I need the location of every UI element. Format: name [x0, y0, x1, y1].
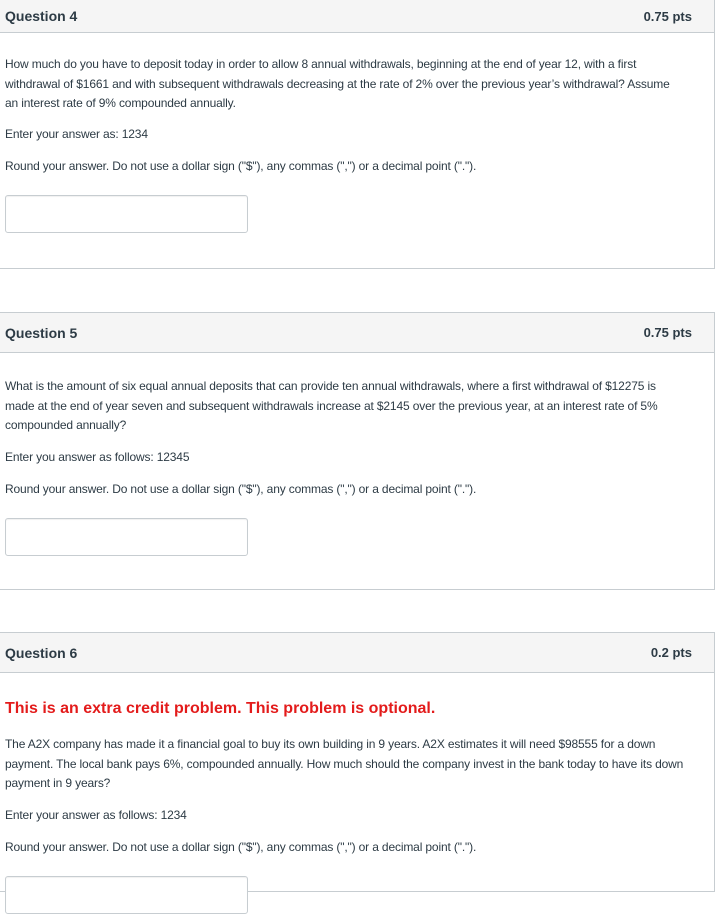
question-4-answer-input[interactable] [5, 195, 248, 233]
question-6-card [0, 632, 715, 892]
question-6-points: 0.2 pts [650, 645, 692, 660]
question-6-extra-credit-notice: This is an extra credit problem. This problem is optional. [5, 700, 436, 717]
question-5-card [0, 312, 715, 590]
question-4-points: 0.75 pts [643, 8, 692, 24]
question-5-body [0, 377, 714, 556]
question-5-answer-input[interactable] [5, 518, 248, 556]
question-4-format: Enter your answer as: 1234 [5, 126, 148, 141]
question-6-body [0, 700, 714, 914]
question-6-text: The A2X company has made it a financial goal to buy its own building in 9 years. A2X estimates it will need $98555 for a down payment. The local bank pays 6%, compounded annually. How much should the company invest in the bank today to have its down payment in 9 years? [5, 737, 684, 790]
question-5-text: What is the amount of six equal annual deposits that can provide ten annual withdrawals, where a first withdrawal of $12275 is made at the end of year seven and subsequent withdrawals increase at $2145 over the previous year, at an interest rate of 5% compounded annually? [5, 379, 658, 432]
question-6-answer-input[interactable] [5, 876, 248, 914]
question-4-text: How much do you have to deposit today in order to allow 8 annual withdrawals, beginning at the end of year 12, with a first withdrawal of $1661 and with subsequent withdrawals decreasing at the rate of 2% over the previous year’s withdrawal? Assume an interest rate of 9% compounded annually. [5, 57, 670, 110]
question-6-header [0, 633, 714, 673]
question-4-title: Question 4 [5, 8, 78, 24]
question-5-format: Enter you answer as follows: 12345 [5, 449, 190, 464]
question-4-card [0, 0, 715, 269]
question-5-title: Question 5 [5, 324, 78, 341]
question-4-header [0, 0, 714, 33]
question-5-rounding: Round your answer. Do not use a dollar sign ("$"), any commas (",") or a decimal point ("."). [5, 481, 477, 496]
question-5-header [0, 313, 714, 353]
question-4-body [0, 55, 714, 233]
question-6-rounding: Round your answer. Do not use a dollar sign ("$"), any commas (",") or a decimal point ("."). [5, 839, 477, 854]
question-4-rounding: Round your answer. Do not use a dollar sign ("$"), any commas (",") or a decimal point ("."). [5, 158, 477, 173]
question-6-format: Enter your answer as follows: 1234 [5, 807, 187, 822]
question-6-title: Question 6 [5, 644, 78, 661]
question-5-points: 0.75 pts [643, 325, 692, 340]
